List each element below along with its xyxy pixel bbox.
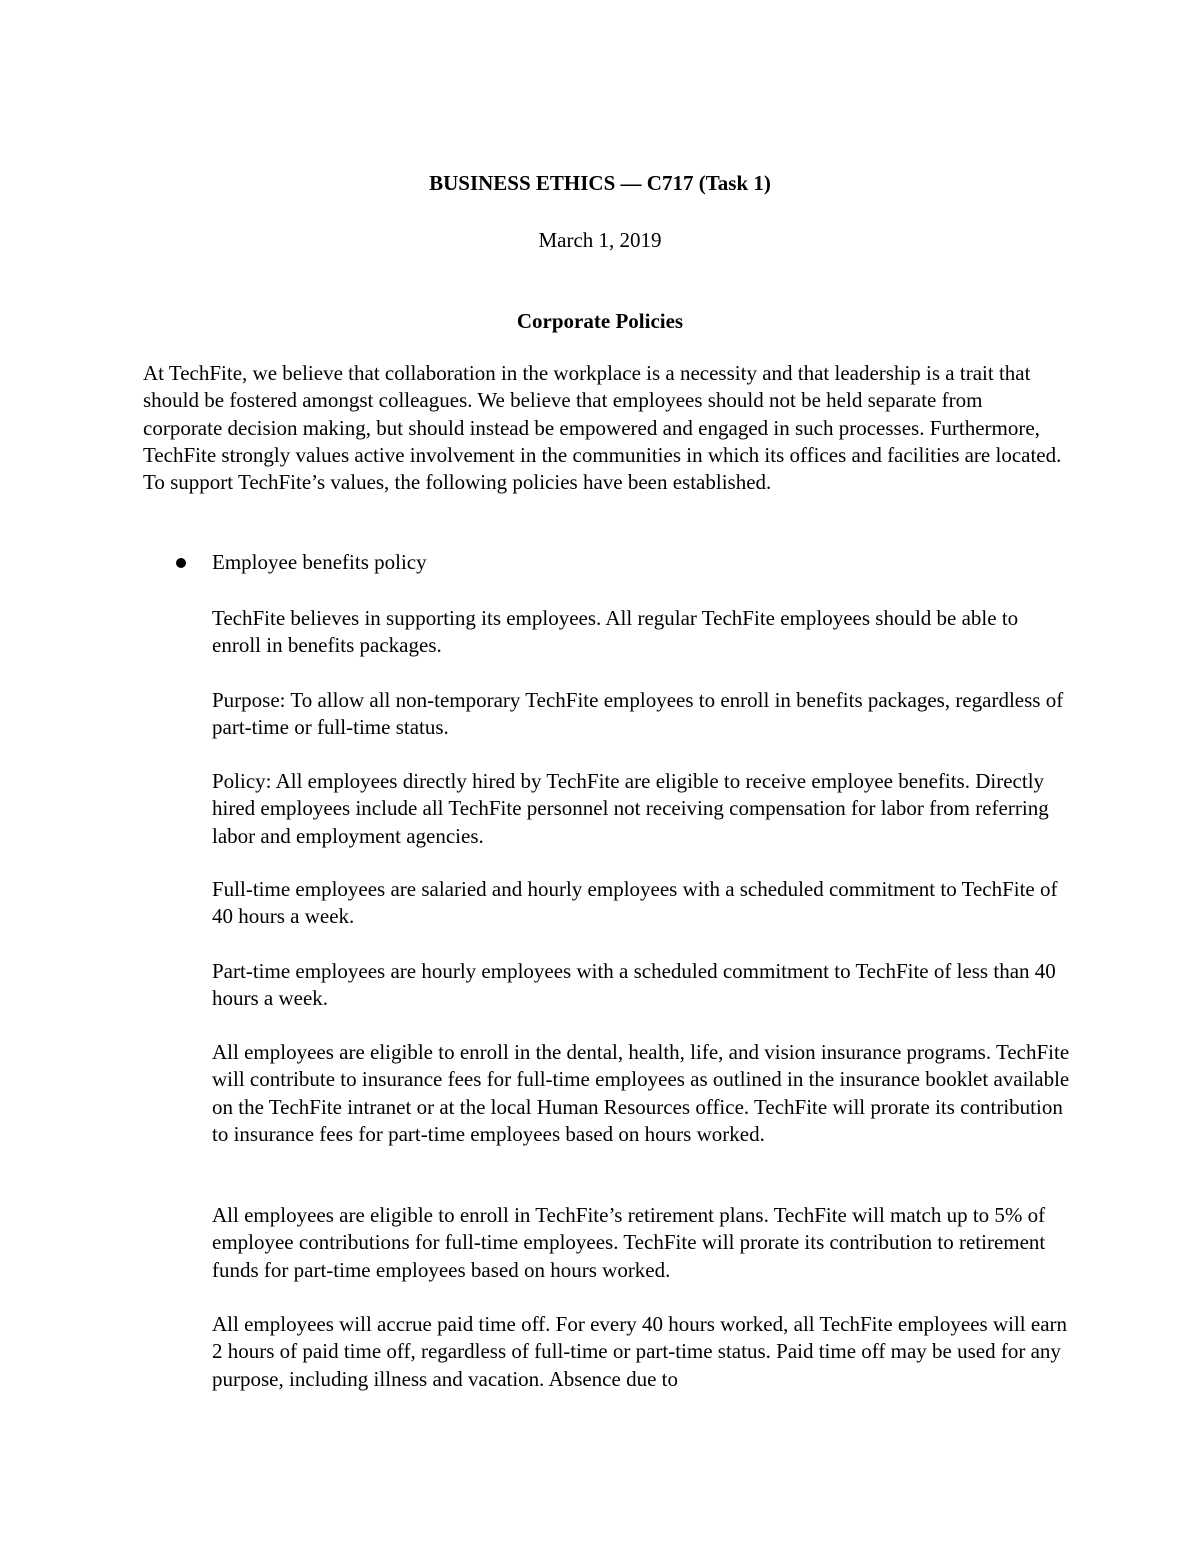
- policy-paragraph: Full-time employees are salaried and hourly employees with a scheduled commitment to TechFite of 40 hours a week.: [212, 877, 1058, 929]
- intro-paragraph: At TechFite, we believe that collaboration in the workplace is a necessity and that leadership is a trait that should be fostered amongst colleagues. We believe that employees should not be held separate from corporate decision making, but should instead be empowered and engaged in such processes. Furthermore, TechFite strongly values active involvement in the communities in which its offices and facilities are located. To support TechFite’s values, the following policies have been established.: [143, 361, 1062, 495]
- policy-paragraph: All employees will accrue paid time off. For every 40 hours worked, all TechFite employees will earn 2 hours of paid time off, regardless of full-time or part-time status. Paid time off may be used for any purpose, including illness and vacation. Absence due to: [212, 1312, 1068, 1391]
- policy-paragraph: Policy: All employees directly hired by TechFite are eligible to receive employee benefits. Directly hired employees include all TechFite personnel not receiving compensation for labor from referring labor and employment agencies.: [212, 769, 1049, 848]
- bullet-item-employee-benefits: [143, 549, 1063, 577]
- document-title: BUSINESS ETHICS — C717 (Task 1): [429, 171, 771, 195]
- section-heading: Corporate Policies: [516, 309, 684, 333]
- policy-paragraph: All employees are eligible to enroll in the dental, health, life, and vision insurance programs. TechFite will contribute to insurance fees for full-time employees as outlined in the insurance booklet available on the TechFite intranet or at the local Human Resources office. TechFite will prorate its contribution to insurance fees for part-time employees based on hours worked.: [212, 1040, 1070, 1146]
- policy-paragraph: TechFite believes in supporting its employees. All regular TechFite employees should be able to enroll in benefits packages.: [212, 606, 1019, 658]
- bullet-label: Employee benefits policy: [212, 550, 427, 574]
- policy-paragraph: All employees are eligible to enroll in TechFite’s retirement plans. TechFite will match up to 5% of employee contributions for full-time employees. TechFite will prorate its contribution to retirement funds for part-time employees based on hours worked.: [212, 1203, 1046, 1282]
- bullet-icon: [176, 558, 186, 568]
- document-date: March 1, 2019: [538, 228, 662, 252]
- policy-paragraph: Purpose: To allow all non-temporary TechFite employees to enroll in benefits packages, regardless of part-time or full-time status.: [212, 688, 1064, 740]
- policy-paragraph: Part-time employees are hourly employees with a scheduled commitment to TechFite of less than 40 hours a week.: [212, 959, 1056, 1011]
